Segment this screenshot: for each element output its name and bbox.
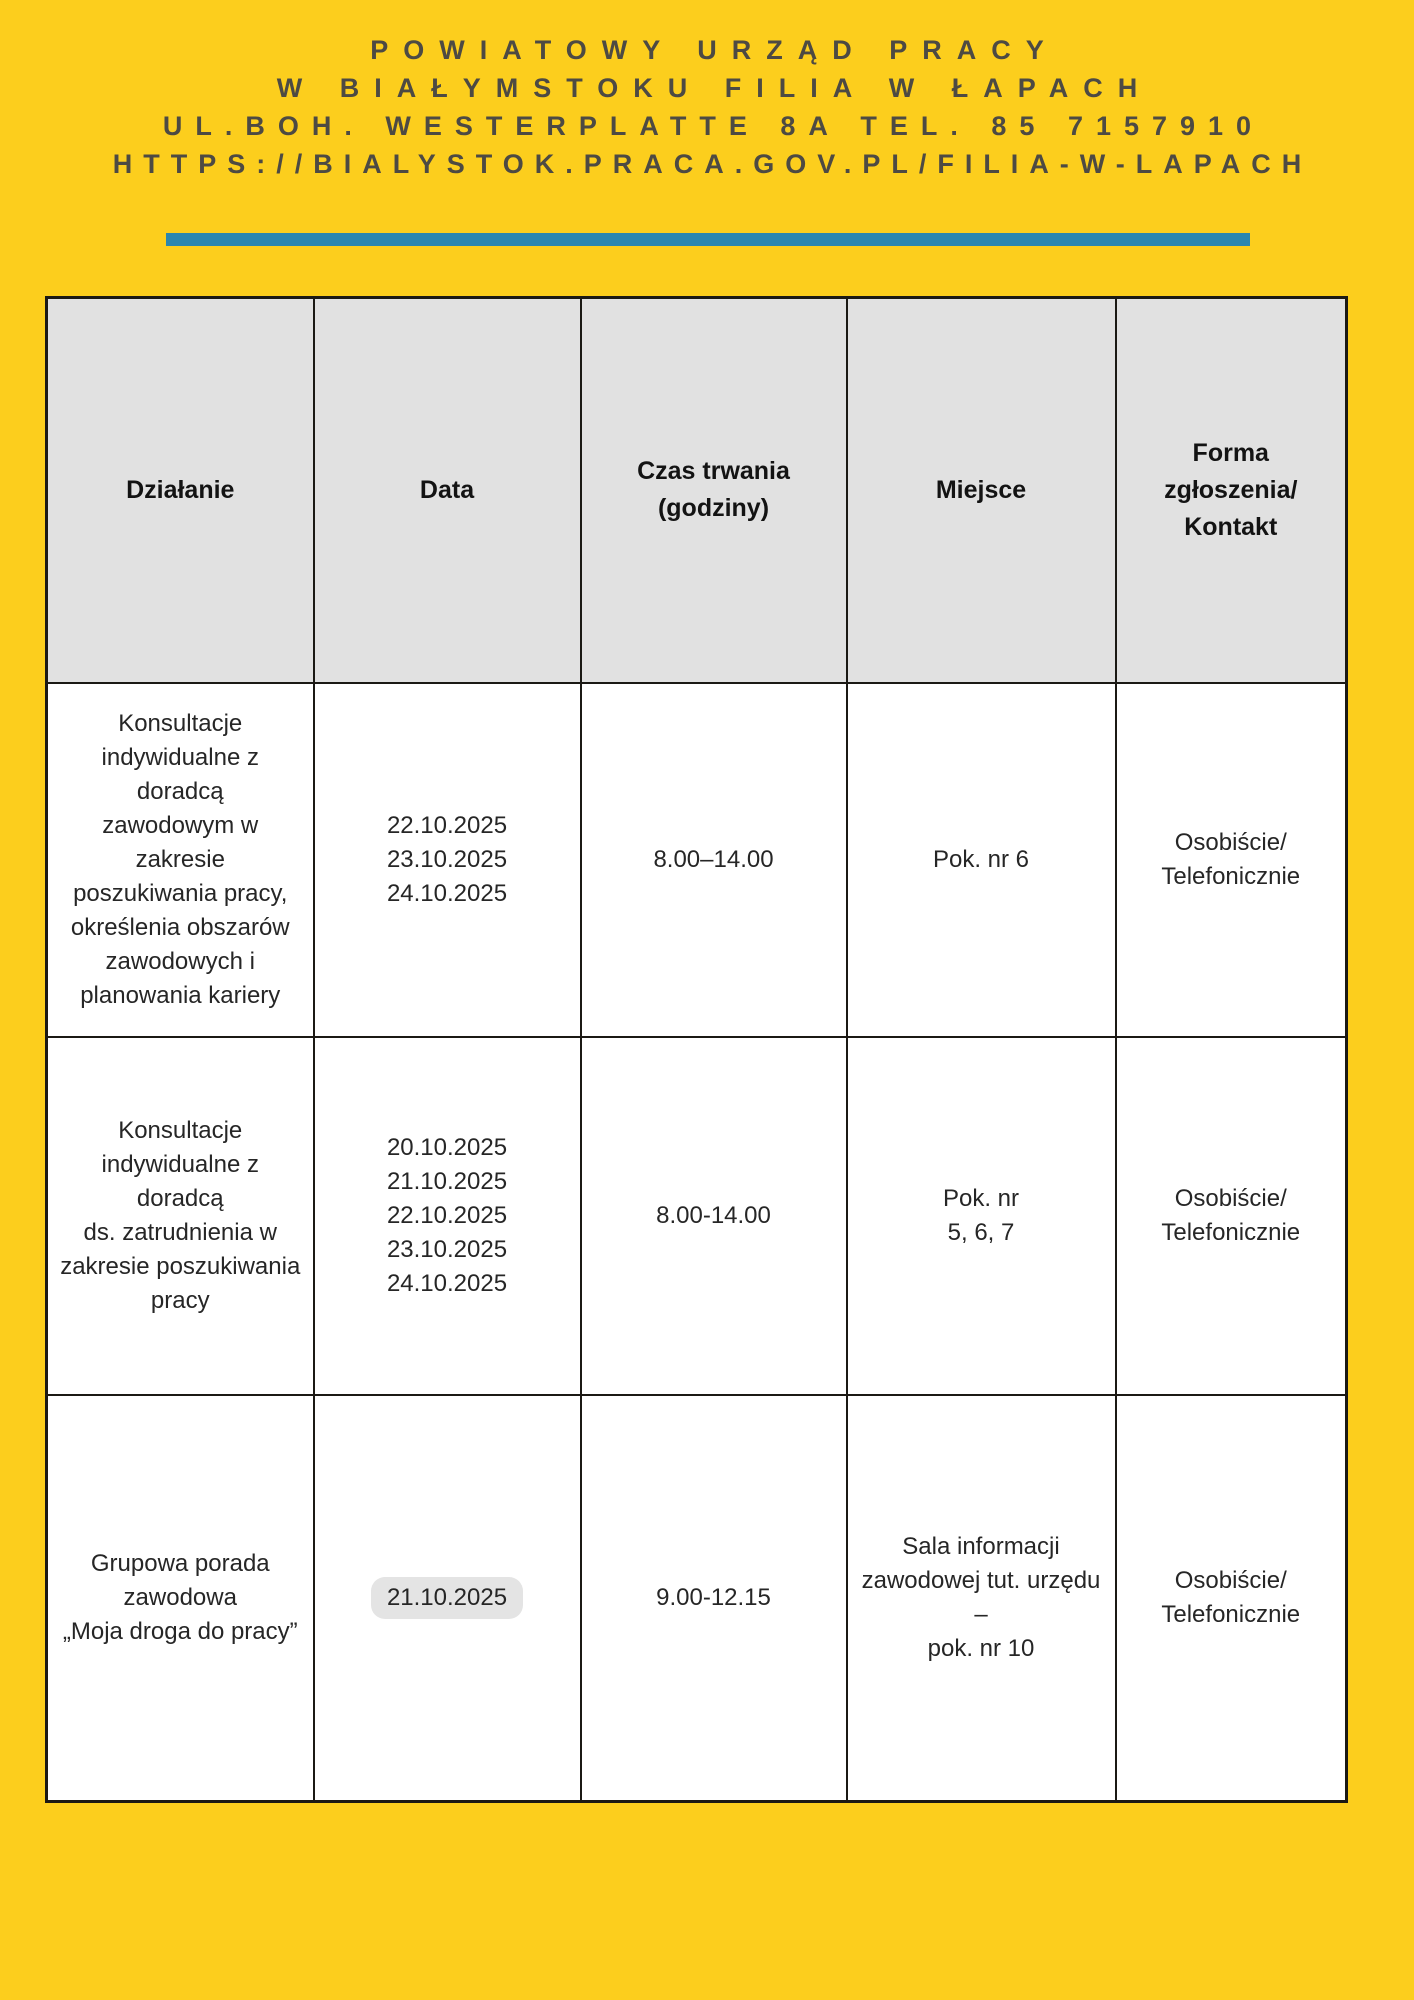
cell-text: 8.00-14.00	[656, 1201, 771, 1229]
table-row-grupowa-porada	[47, 1395, 1347, 1802]
table-header-row	[47, 298, 1347, 683]
cell-text: 8.00–14.00	[653, 845, 774, 873]
schedule-table	[45, 296, 1348, 1803]
cell-dzialanie	[47, 1037, 314, 1395]
highlighted-date: 21.10.2025	[371, 1577, 523, 1619]
header-line-address-phone: UL.BOH. WESTERPLATTE 8A TEL. 85 7157910	[162, 111, 1265, 141]
cell-dzialanie	[47, 683, 314, 1037]
cell-text: Konsultacje indywidualne z doradcą zawodowym w zakresie poszukiwania pracy, określenia obszarów zawodowych i planowania kariery	[70, 709, 290, 1009]
column-header-data	[314, 298, 581, 683]
cell-forma-zgloszenia	[1116, 1395, 1347, 1802]
column-header-label: Data	[419, 475, 475, 504]
cell-text: Osobiście/ Telefonicznie	[1161, 1184, 1301, 1246]
header-line-url: HTTPS://BIALYSTOK.PRACA.GOV.PL/FILIA-W-LAPACH	[112, 149, 1313, 179]
divider-bar	[166, 233, 1250, 246]
office-header	[0, 0, 1414, 183]
column-header-label: Czas trwania (godziny)	[637, 457, 790, 523]
cell-miejsce	[847, 1037, 1116, 1395]
cell-data	[314, 1037, 581, 1395]
column-header-miejsce	[847, 298, 1116, 683]
cell-data	[314, 683, 581, 1037]
cell-text: Pok. nr 5, 6, 7	[942, 1184, 1020, 1246]
cell-miejsce	[847, 1395, 1116, 1802]
cell-text: 22.10.2025 23.10.2025 24.10.2025	[386, 811, 508, 907]
column-header-dzialanie	[47, 298, 314, 683]
cell-text: Osobiście/ Telefonicznie	[1161, 828, 1301, 890]
cell-text: Sala informacji zawodowej tut. urzędu – pok. nr 10	[861, 1532, 1101, 1662]
header-line-office-name: POWIATOWY URZĄD PRACY	[370, 35, 1059, 65]
cell-forma-zgloszenia	[1116, 683, 1347, 1037]
column-header-label: Forma zgłoszenia/ Kontakt	[1164, 438, 1298, 541]
cell-text: Pok. nr 6	[932, 845, 1030, 873]
column-header-label: Miejsce	[935, 475, 1027, 504]
column-header-label: Działanie	[126, 475, 235, 504]
cell-text: 20.10.2025 21.10.2025 22.10.2025 23.10.2025 24.10.2025	[386, 1133, 508, 1297]
cell-data-highlighted	[314, 1395, 581, 1802]
cell-text: Konsultacje indywidualne z doradcą ds. zatrudnienia w zakresie poszukiwania pracy	[60, 1116, 301, 1314]
cell-text: 9.00-12.15	[656, 1583, 771, 1611]
cell-forma-zgloszenia	[1116, 1037, 1347, 1395]
cell-dzialanie	[47, 1395, 314, 1802]
column-header-forma-zgloszenia	[1116, 298, 1347, 683]
cell-text: Osobiście/ Telefonicznie	[1161, 1566, 1301, 1628]
header-line-branch: W BIAŁYMSTOKU FILIA W ŁAPACH	[276, 73, 1153, 103]
column-header-czas-trwania	[581, 298, 847, 683]
cell-text: Grupowa porada zawodowa „Moja droga do pracy”	[62, 1549, 298, 1645]
table-row-konsultacje-doradca-zawodowy	[47, 683, 1347, 1037]
cell-miejsce	[847, 683, 1116, 1037]
cell-czas-trwania	[581, 1395, 847, 1802]
table-row-konsultacje-doradca-zatrudnienia	[47, 1037, 1347, 1395]
cell-czas-trwania	[581, 1037, 847, 1395]
cell-czas-trwania	[581, 683, 847, 1037]
